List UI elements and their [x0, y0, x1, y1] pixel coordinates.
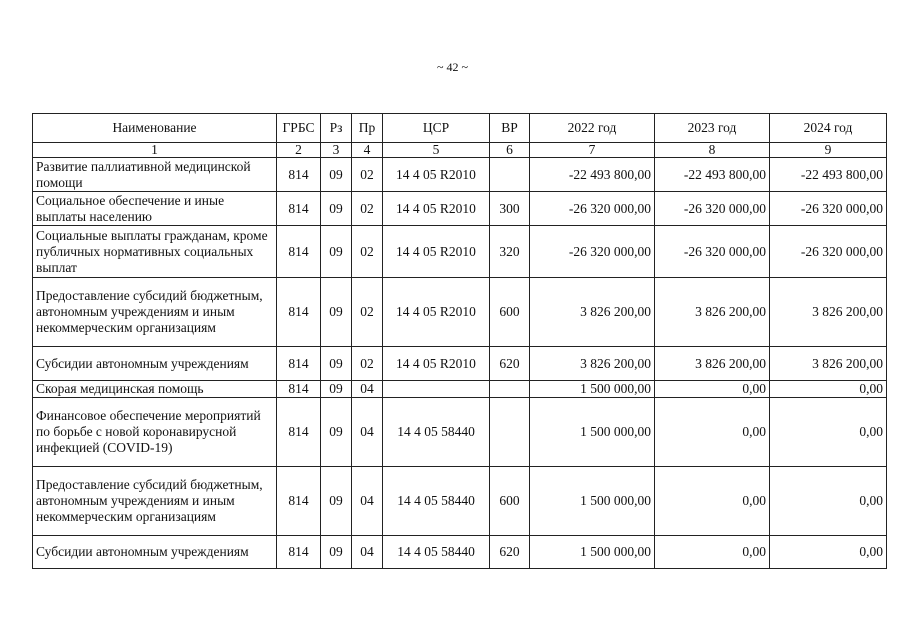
row-pr: 04 [352, 381, 383, 398]
header-csr: ЦСР [383, 114, 490, 143]
row-rz: 09 [321, 381, 352, 398]
row-amount-2023: 3 826 200,00 [655, 278, 770, 347]
row-name: Субсидии автономным учреждениям [33, 536, 277, 569]
row-amount-2024: 0,00 [770, 381, 887, 398]
row-grbs: 814 [277, 278, 321, 347]
row-amount-2023: -26 320 000,00 [655, 192, 770, 226]
column-number: 9 [770, 143, 887, 158]
row-pr: 02 [352, 158, 383, 192]
row-name: Социальное обеспечение и иные выплаты населению [33, 192, 277, 226]
row-vr: 620 [490, 347, 530, 381]
column-number-row [33, 143, 887, 158]
row-rz: 09 [321, 192, 352, 226]
row-amount-2022: -22 493 800,00 [530, 158, 655, 192]
row-amount-2024: -26 320 000,00 [770, 226, 887, 278]
row-grbs: 814 [277, 381, 321, 398]
row-rz: 09 [321, 467, 352, 536]
row-amount-2023: 0,00 [655, 381, 770, 398]
row-amount-2022: 3 826 200,00 [530, 347, 655, 381]
row-amount-2022: 1 500 000,00 [530, 467, 655, 536]
table-row [33, 226, 887, 278]
row-amount-2023: 0,00 [655, 467, 770, 536]
row-amount-2023: -22 493 800,00 [655, 158, 770, 192]
row-name: Социальные выплаты гражданам, кроме публичных нормативных социальных выплат [33, 226, 277, 278]
row-grbs: 814 [277, 398, 321, 467]
row-amount-2022: 3 826 200,00 [530, 278, 655, 347]
page-number: ~ 42 ~ [437, 60, 468, 74]
row-pr: 04 [352, 536, 383, 569]
row-vr [490, 158, 530, 192]
row-amount-2023: 3 826 200,00 [655, 347, 770, 381]
row-grbs: 814 [277, 226, 321, 278]
table-row [33, 278, 887, 347]
table-row [33, 347, 887, 381]
header-grbs: ГРБС [277, 114, 321, 143]
row-amount-2024: 3 826 200,00 [770, 347, 887, 381]
row-grbs: 814 [277, 467, 321, 536]
row-amount-2023: 0,00 [655, 398, 770, 467]
row-amount-2024: 0,00 [770, 536, 887, 569]
row-rz: 09 [321, 536, 352, 569]
row-amount-2022: 1 500 000,00 [530, 398, 655, 467]
row-pr: 04 [352, 467, 383, 536]
row-rz: 09 [321, 226, 352, 278]
row-csr: 14 4 05 R2010 [383, 347, 490, 381]
row-csr: 14 4 05 R2010 [383, 192, 490, 226]
header-2023: 2023 год [655, 114, 770, 143]
row-amount-2024: -22 493 800,00 [770, 158, 887, 192]
header-vr: ВР [490, 114, 530, 143]
row-pr: 02 [352, 192, 383, 226]
table-row [33, 467, 887, 536]
row-amount-2023: -26 320 000,00 [655, 226, 770, 278]
column-number: 4 [352, 143, 383, 158]
row-csr [383, 381, 490, 398]
row-grbs: 814 [277, 158, 321, 192]
row-amount-2024: 3 826 200,00 [770, 278, 887, 347]
row-vr: 300 [490, 192, 530, 226]
table-row [33, 398, 887, 467]
header-name: Наименование [33, 114, 277, 143]
column-number: 6 [490, 143, 530, 158]
row-pr: 04 [352, 398, 383, 467]
row-vr [490, 381, 530, 398]
row-name: Субсидии автономным учреждениям [33, 347, 277, 381]
row-csr: 14 4 05 58440 [383, 536, 490, 569]
row-amount-2023: 0,00 [655, 536, 770, 569]
row-name: Предоставление субсидий бюджетным, автономным учреждениям и иным некоммерческим организациям [33, 467, 277, 536]
row-vr: 320 [490, 226, 530, 278]
row-amount-2022: -26 320 000,00 [530, 192, 655, 226]
table-row [33, 192, 887, 226]
row-rz: 09 [321, 398, 352, 467]
row-csr: 14 4 05 R2010 [383, 278, 490, 347]
column-number: 2 [277, 143, 321, 158]
column-number: 8 [655, 143, 770, 158]
row-grbs: 814 [277, 536, 321, 569]
row-pr: 02 [352, 226, 383, 278]
header-rz: Рз [321, 114, 352, 143]
row-vr: 600 [490, 467, 530, 536]
row-name: Скорая медицинская помощь [33, 381, 277, 398]
row-name: Финансовое обеспечение мероприятий по борьбе с новой коронавирусной инфекцией (COVID-19) [33, 398, 277, 467]
row-amount-2022: -26 320 000,00 [530, 226, 655, 278]
budget-table [32, 113, 887, 569]
column-number: 1 [33, 143, 277, 158]
row-rz: 09 [321, 347, 352, 381]
row-csr: 14 4 05 58440 [383, 398, 490, 467]
row-csr: 14 4 05 R2010 [383, 158, 490, 192]
row-vr: 600 [490, 278, 530, 347]
column-number: 5 [383, 143, 490, 158]
row-name: Развитие паллиативной медицинской помощи [33, 158, 277, 192]
row-rz: 09 [321, 158, 352, 192]
row-name: Предоставление субсидий бюджетным, автономным учреждениям и иным некоммерческим организациям [33, 278, 277, 347]
table-row [33, 158, 887, 192]
row-amount-2024: 0,00 [770, 398, 887, 467]
row-csr: 14 4 05 R2010 [383, 226, 490, 278]
row-vr [490, 398, 530, 467]
row-amount-2024: 0,00 [770, 467, 887, 536]
header-2024: 2024 год [770, 114, 887, 143]
row-amount-2022: 1 500 000,00 [530, 536, 655, 569]
table-row [33, 381, 887, 398]
row-grbs: 814 [277, 192, 321, 226]
header-pr: Пр [352, 114, 383, 143]
table-row [33, 536, 887, 569]
header-2022: 2022 год [530, 114, 655, 143]
row-grbs: 814 [277, 347, 321, 381]
row-pr: 02 [352, 278, 383, 347]
row-pr: 02 [352, 347, 383, 381]
row-amount-2024: -26 320 000,00 [770, 192, 887, 226]
header-row [33, 114, 887, 143]
column-number: 3 [321, 143, 352, 158]
row-amount-2022: 1 500 000,00 [530, 381, 655, 398]
column-number: 7 [530, 143, 655, 158]
row-csr: 14 4 05 58440 [383, 467, 490, 536]
row-vr: 620 [490, 536, 530, 569]
row-rz: 09 [321, 278, 352, 347]
